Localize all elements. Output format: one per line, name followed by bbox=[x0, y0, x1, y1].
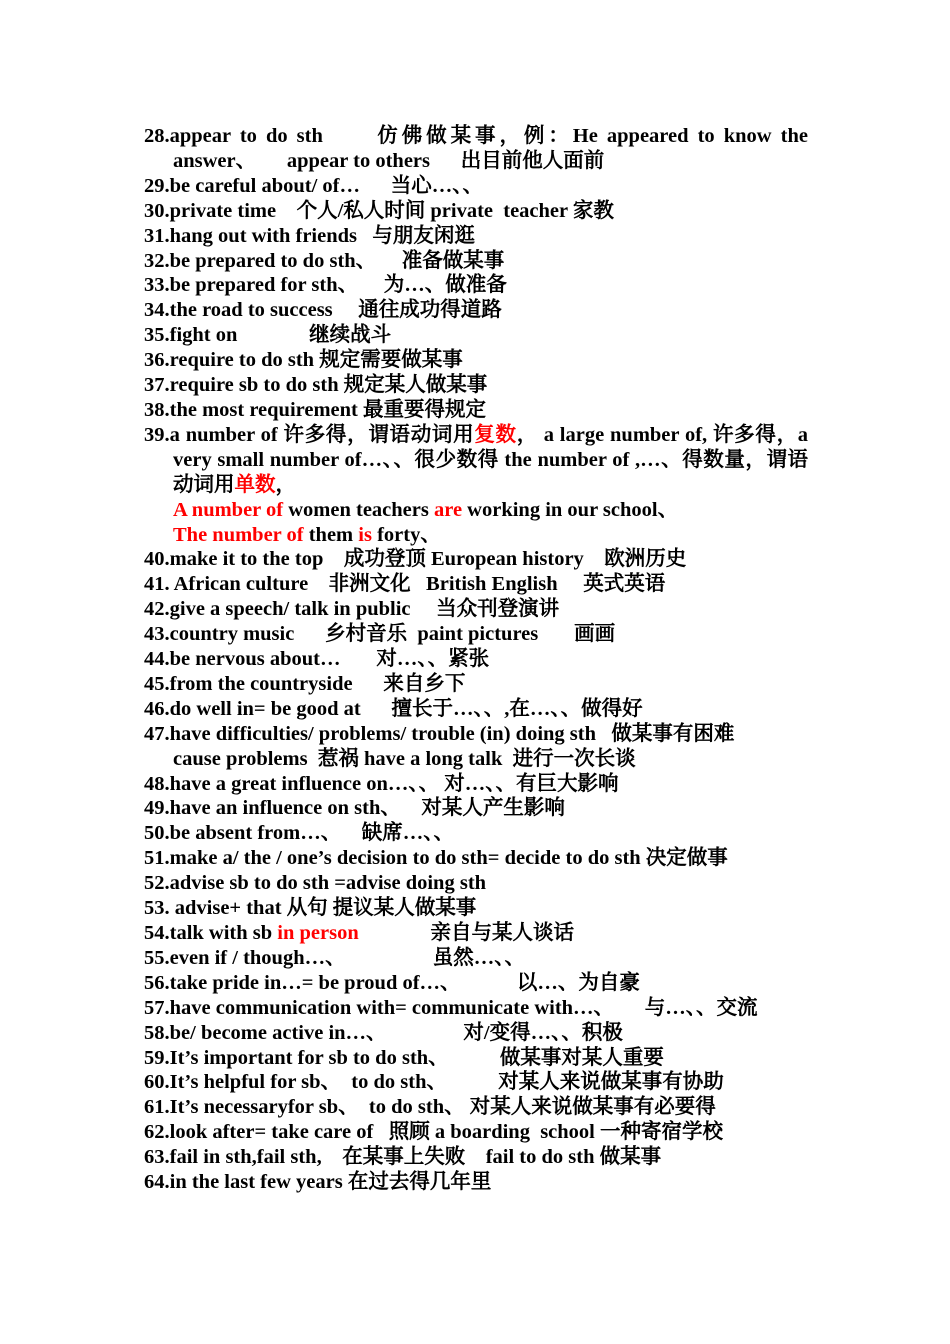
highlighted-text: are bbox=[433, 498, 463, 521]
vocab-entry bbox=[144, 124, 814, 174]
vocab-entry bbox=[144, 1046, 808, 1071]
vocab-entry bbox=[144, 1070, 808, 1095]
entry-text: 54.talk with sb bbox=[144, 922, 278, 944]
entry-text: 33.be prepared for sth、 为…、做准备 bbox=[144, 274, 507, 297]
vocabulary-list bbox=[144, 124, 814, 1195]
entry-text: 60.It’s helpful for sb、 to do sth、 对某人来说做某事有协助 bbox=[144, 1071, 724, 1094]
entry-text: them bbox=[303, 523, 359, 546]
entry-text: 51.make a/ the / one’s decision to do sth= decide to do sth 决定做事 bbox=[144, 847, 728, 870]
highlighted-text: A number of bbox=[173, 498, 284, 521]
entry-text: 38.the most requirement 最重要得规定 bbox=[144, 398, 487, 421]
vocab-entry bbox=[144, 1145, 808, 1170]
vocab-entry bbox=[144, 821, 808, 846]
entry-text: 41. African culture 非洲文化 British English 英式英语 bbox=[144, 573, 666, 596]
entry-text: 64.in the last few years 在过去得几年里 bbox=[144, 1171, 492, 1194]
entry-text: 49.have an influence on sth、 对某人产生影响 bbox=[144, 797, 565, 820]
entry-text: 29.be careful about/ of… 当心…、、 bbox=[144, 174, 484, 197]
vocab-entry bbox=[144, 896, 808, 921]
entry-text: 34.the road to success 通往成功得道路 bbox=[144, 299, 502, 322]
entry-text: 39.a number of 许多得，谓语动词用 bbox=[144, 423, 475, 446]
entry-text: 56.take pride in…= be proud of…、 以…、为自豪 bbox=[144, 971, 640, 994]
vocab-entry bbox=[144, 373, 808, 398]
vocab-entry bbox=[144, 996, 808, 1021]
vocab-entry bbox=[144, 224, 808, 249]
entry-text: 31.hang out with friends 与朋友闲逛 bbox=[144, 224, 475, 247]
vocab-entry bbox=[144, 174, 808, 199]
entry-text: 35.fight on 继续战斗 bbox=[144, 324, 392, 347]
entry-text: 55.even if / though…、 虽然…、、 bbox=[144, 946, 525, 969]
entry-text: 36.require to do sth 规定需要做某事 bbox=[144, 349, 463, 372]
vocab-entry bbox=[144, 323, 808, 348]
entry-continuation bbox=[144, 747, 808, 772]
highlighted-text: The number of bbox=[173, 523, 304, 546]
entry-text: 63.fail in sth,fail sth, 在某事上失败 fail to do sth 做某事 bbox=[144, 1146, 662, 1169]
vocab-entry bbox=[144, 199, 808, 224]
entry-text: ， a large number of, 许多得，a very small number of…、、很少数得 the number of ,…、得数量，谓语动词用 bbox=[173, 423, 814, 496]
entry-text: 48.have a great influence on…、、 对…、、有巨大影响 bbox=[144, 772, 619, 795]
highlighted-text: is bbox=[358, 523, 372, 546]
entry-text: 40.make it to the top 成功登顶 European history 欧洲历史 bbox=[144, 548, 687, 571]
entry-text: forty、 bbox=[371, 523, 441, 546]
vocab-entry bbox=[144, 273, 808, 298]
vocab-entry bbox=[144, 796, 808, 821]
vocab-entry bbox=[144, 1021, 808, 1046]
entry-text: 50.be absent from…、 缺席…、、 bbox=[144, 822, 454, 845]
entry-text: 37.require sb to do sth 规定某人做某事 bbox=[144, 374, 488, 397]
entry-text: 59.It’s important for sb to do sth、 做某事对某人重要 bbox=[144, 1046, 664, 1069]
vocab-entry bbox=[144, 846, 808, 871]
entry-text: women teachers bbox=[283, 498, 434, 521]
vocab-entry bbox=[144, 772, 808, 797]
entry-text: 57.have communication with= communicate with…、 与…、、交流 bbox=[144, 996, 758, 1019]
entry-continuation bbox=[144, 523, 808, 548]
entry-text: 32.be prepared to do sth、 准备做某事 bbox=[144, 249, 505, 272]
vocab-entry bbox=[144, 398, 808, 423]
entry-text: 53. advise+ that 从句 提议某人做某事 bbox=[144, 897, 477, 920]
vocab-entry bbox=[144, 423, 814, 498]
vocab-entry bbox=[144, 921, 808, 946]
entry-text: cause problems 惹祸 have a long talk 进行一次长谈 bbox=[173, 747, 636, 770]
vocab-entry bbox=[144, 597, 808, 622]
vocab-entry bbox=[144, 249, 808, 274]
entry-continuation bbox=[144, 498, 808, 523]
entry-text: 62.look after= take care of 照顾 a boarding school 一种寄宿学校 bbox=[144, 1121, 724, 1144]
entry-text: 52.advise sb to do sth =advise doing sth bbox=[144, 872, 487, 895]
vocab-entry bbox=[144, 1120, 808, 1145]
vocab-entry bbox=[144, 672, 808, 697]
vocab-entry bbox=[144, 697, 808, 722]
vocab-entry bbox=[144, 572, 808, 597]
entry-text: 28.appear to do sth 仿佛做某事，例：He appeared to know the answer、 appear to others 出目前他人面前 bbox=[144, 125, 814, 172]
vocab-entry bbox=[144, 547, 808, 572]
entry-text: 61.It’s necessaryfor sb、 to do sth、 对某人来说做某事有必要得 bbox=[144, 1096, 716, 1119]
vocab-entry bbox=[144, 722, 808, 747]
entry-text: 58.be/ become active in…、 对/变得…、、积极 bbox=[144, 1021, 623, 1044]
entry-text: 亲自与某人谈话 bbox=[358, 922, 574, 944]
highlighted-text: in person bbox=[277, 922, 359, 944]
vocab-entry bbox=[144, 871, 808, 896]
entry-text: ， bbox=[275, 473, 296, 496]
entry-text: working in our school、 bbox=[462, 498, 679, 521]
vocab-entry bbox=[144, 622, 808, 647]
highlighted-text: 复数 bbox=[474, 423, 517, 446]
vocab-entry bbox=[144, 946, 808, 971]
vocab-entry bbox=[144, 971, 808, 996]
highlighted-text: 单数 bbox=[234, 473, 276, 496]
entry-text: 47.have difficulties/ problems/ trouble (in) doing sth 做某事有困难 bbox=[144, 722, 735, 745]
vocab-entry bbox=[144, 348, 808, 373]
entry-text: 43.country music 乡村音乐 paint pictures 画画 bbox=[144, 623, 616, 646]
vocab-entry bbox=[144, 298, 808, 323]
vocab-entry bbox=[144, 1170, 808, 1195]
entry-text: 45.from the countryside 来自乡下 bbox=[144, 672, 466, 695]
entry-text: 44.be nervous about… 对…、、紧张 bbox=[144, 648, 490, 671]
vocab-entry bbox=[144, 647, 808, 672]
entry-text: 46.do well in= be good at 擅长于…、、,在…、、做得好 bbox=[144, 697, 643, 720]
vocab-entry bbox=[144, 1095, 808, 1120]
entry-text: 42.give a speech/ talk in public 当众刊登演讲 bbox=[144, 598, 560, 621]
entry-text: 30.private time 个人/私人时间 private teacher 家教 bbox=[144, 199, 614, 222]
